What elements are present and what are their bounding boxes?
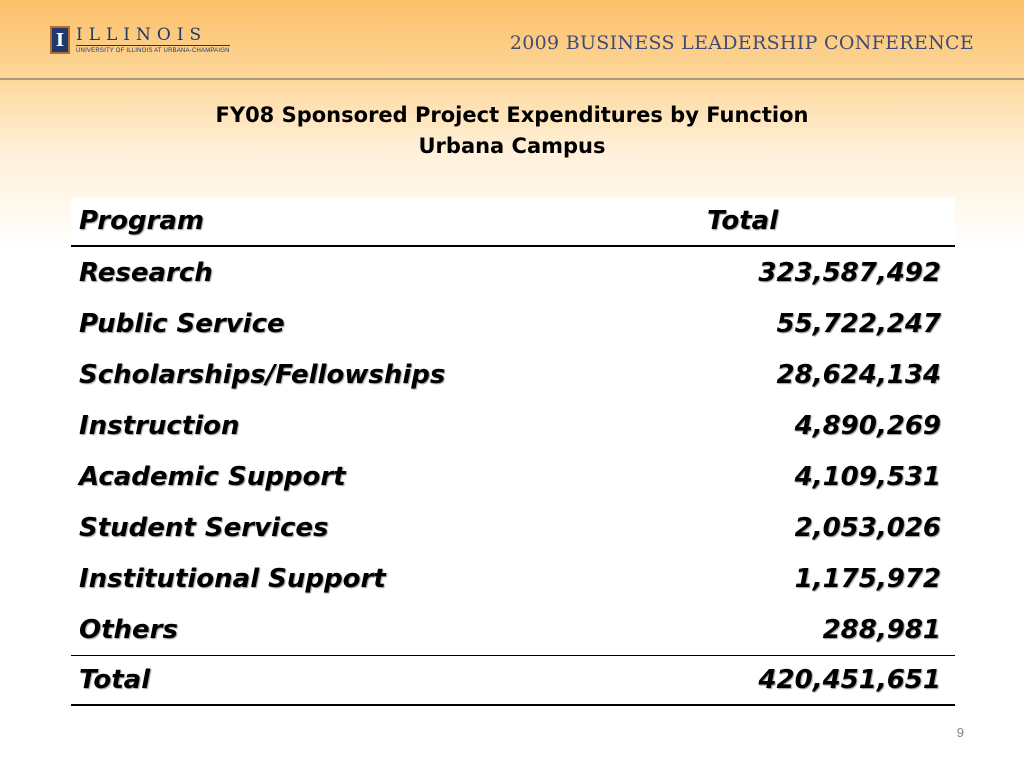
table-row <box>71 349 955 400</box>
total-cell: 1,175,972 <box>794 563 941 594</box>
illinois-logo <box>50 24 230 56</box>
grand-total-cell: 420,451,651 <box>707 656 955 706</box>
program-cell: Others <box>79 614 178 645</box>
table-row <box>71 553 955 604</box>
conference-title: 2009 BUSINESS LEADERSHIP CONFERENCE <box>509 32 974 54</box>
slide-title-line2: Urbana Campus <box>418 134 606 158</box>
program-cell: Student Services <box>79 512 329 543</box>
program-cell: Academic Support <box>79 461 346 492</box>
slide-header <box>0 0 1024 80</box>
column-header-total: Total <box>707 197 955 246</box>
total-cell: 4,109,531 <box>794 461 941 492</box>
block-i-icon: I <box>50 26 70 54</box>
expenditures-table <box>71 197 955 706</box>
table-header-row <box>71 197 955 246</box>
page-number: 9 <box>956 725 964 740</box>
table-row <box>71 502 955 553</box>
program-cell: Instruction <box>79 410 240 441</box>
table-row <box>71 400 955 451</box>
total-cell: 28,624,134 <box>776 359 941 390</box>
program-cell: Scholarships/Fellowships <box>79 359 446 390</box>
table-row <box>71 604 955 656</box>
program-cell: Institutional Support <box>79 563 386 594</box>
program-cell: Public Service <box>79 308 285 339</box>
table-row <box>71 246 955 298</box>
total-cell: 323,587,492 <box>758 257 941 288</box>
total-cell: 4,890,269 <box>794 410 941 441</box>
total-cell: 288,981 <box>822 614 941 645</box>
slide-title-line1: FY08 Sponsored Project Expenditures by Function <box>215 103 809 127</box>
logo-word: ILLINOIS <box>76 25 208 45</box>
logo-wordmark <box>76 26 230 54</box>
total-cell: 55,722,247 <box>776 308 941 339</box>
slide-title <box>0 100 1024 162</box>
table-total-row <box>71 656 955 706</box>
table-row <box>71 451 955 502</box>
total-label-cell: Total <box>71 656 707 706</box>
column-header-program: Program <box>71 197 707 246</box>
table-row <box>71 298 955 349</box>
logo-subtitle: UNIVERSITY OF ILLINOIS AT URBANA-CHAMPAIGN <box>76 45 230 54</box>
program-cell: Research <box>79 257 213 288</box>
total-cell: 2,053,026 <box>794 512 941 543</box>
